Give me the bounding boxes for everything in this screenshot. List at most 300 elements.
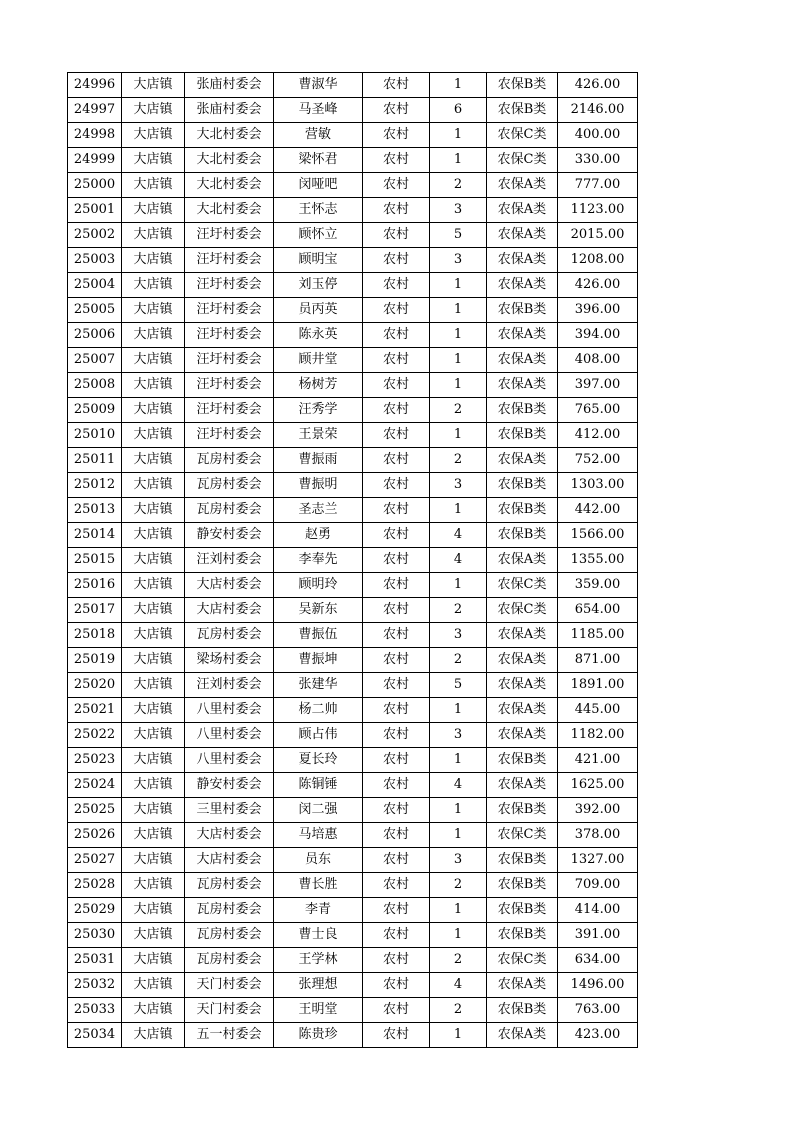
cell-person-name: 闵哑吧 <box>274 173 363 198</box>
cell-household-type: 农村 <box>363 598 430 623</box>
cell-town: 大店镇 <box>122 1023 185 1048</box>
cell-household-type: 农村 <box>363 873 430 898</box>
table-row <box>68 198 638 223</box>
cell-record-id: 25024 <box>68 773 122 798</box>
cell-insurance-category: 农保B类 <box>487 898 558 923</box>
table-row <box>68 223 638 248</box>
cell-person-count: 2 <box>430 998 487 1023</box>
cell-insurance-category: 农保A类 <box>487 698 558 723</box>
cell-insurance-category: 农保A类 <box>487 248 558 273</box>
cell-town: 大店镇 <box>122 223 185 248</box>
table-row <box>68 298 638 323</box>
cell-insurance-category: 农保A类 <box>487 373 558 398</box>
cell-record-id: 25008 <box>68 373 122 398</box>
cell-amount: 1185.00 <box>558 623 638 648</box>
cell-amount: 2146.00 <box>558 98 638 123</box>
table-row <box>68 423 638 448</box>
cell-record-id: 25034 <box>68 1023 122 1048</box>
cell-person-name: 汪秀学 <box>274 398 363 423</box>
table-row <box>68 323 638 348</box>
cell-town: 大店镇 <box>122 548 185 573</box>
cell-person-name: 曹振坤 <box>274 648 363 673</box>
table-row <box>68 823 638 848</box>
cell-person-name: 闵二强 <box>274 798 363 823</box>
cell-town: 大店镇 <box>122 823 185 848</box>
cell-town: 大店镇 <box>122 98 185 123</box>
cell-village-committee: 大店村委会 <box>185 848 274 873</box>
cell-amount: 1327.00 <box>558 848 638 873</box>
cell-amount: 421.00 <box>558 748 638 773</box>
cell-amount: 1303.00 <box>558 473 638 498</box>
table-row <box>68 773 638 798</box>
cell-record-id: 25032 <box>68 973 122 998</box>
cell-insurance-category: 农保B类 <box>487 498 558 523</box>
cell-insurance-category: 农保A类 <box>487 173 558 198</box>
cell-insurance-category: 农保A类 <box>487 548 558 573</box>
cell-amount: 1355.00 <box>558 548 638 573</box>
cell-person-count: 3 <box>430 473 487 498</box>
cell-person-name: 曹振伍 <box>274 623 363 648</box>
cell-person-count: 3 <box>430 723 487 748</box>
cell-amount: 414.00 <box>558 898 638 923</box>
cell-person-count: 1 <box>430 273 487 298</box>
cell-town: 大店镇 <box>122 248 185 273</box>
table-row <box>68 648 638 673</box>
cell-insurance-category: 农保B类 <box>487 873 558 898</box>
cell-amount: 1123.00 <box>558 198 638 223</box>
cell-person-name: 员丙英 <box>274 298 363 323</box>
cell-household-type: 农村 <box>363 173 430 198</box>
cell-record-id: 25007 <box>68 348 122 373</box>
cell-record-id: 24997 <box>68 98 122 123</box>
cell-town: 大店镇 <box>122 923 185 948</box>
cell-household-type: 农村 <box>363 73 430 98</box>
cell-person-count: 1 <box>430 123 487 148</box>
cell-household-type: 农村 <box>363 648 430 673</box>
cell-person-count: 3 <box>430 248 487 273</box>
cell-record-id: 24996 <box>68 73 122 98</box>
cell-amount: 392.00 <box>558 798 638 823</box>
table-row <box>68 973 638 998</box>
cell-insurance-category: 农保A类 <box>487 323 558 348</box>
cell-town: 大店镇 <box>122 773 185 798</box>
cell-person-count: 1 <box>430 798 487 823</box>
cell-person-count: 1 <box>430 298 487 323</box>
cell-record-id: 25003 <box>68 248 122 273</box>
cell-person-name: 陈贵珍 <box>274 1023 363 1048</box>
cell-village-committee: 汪刘村委会 <box>185 673 274 698</box>
cell-village-committee: 汪圩村委会 <box>185 373 274 398</box>
cell-person-count: 2 <box>430 873 487 898</box>
cell-household-type: 农村 <box>363 748 430 773</box>
cell-insurance-category: 农保C类 <box>487 598 558 623</box>
cell-household-type: 农村 <box>363 698 430 723</box>
cell-town: 大店镇 <box>122 898 185 923</box>
cell-household-type: 农村 <box>363 323 430 348</box>
cell-record-id: 25018 <box>68 623 122 648</box>
cell-person-count: 1 <box>430 498 487 523</box>
table-row <box>68 498 638 523</box>
cell-person-count: 1 <box>430 148 487 173</box>
cell-town: 大店镇 <box>122 398 185 423</box>
cell-town: 大店镇 <box>122 948 185 973</box>
cell-insurance-category: 农保B类 <box>487 998 558 1023</box>
cell-insurance-category: 农保A类 <box>487 1023 558 1048</box>
cell-person-count: 1 <box>430 348 487 373</box>
cell-village-committee: 汪圩村委会 <box>185 248 274 273</box>
cell-amount: 1182.00 <box>558 723 638 748</box>
cell-person-count: 2 <box>430 948 487 973</box>
cell-record-id: 25014 <box>68 523 122 548</box>
cell-town: 大店镇 <box>122 698 185 723</box>
cell-insurance-category: 农保B类 <box>487 73 558 98</box>
table-row <box>68 948 638 973</box>
cell-amount: 763.00 <box>558 998 638 1023</box>
cell-amount: 634.00 <box>558 948 638 973</box>
cell-person-name: 王学林 <box>274 948 363 973</box>
cell-village-committee: 大北村委会 <box>185 173 274 198</box>
cell-record-id: 25001 <box>68 198 122 223</box>
cell-person-count: 5 <box>430 223 487 248</box>
cell-town: 大店镇 <box>122 998 185 1023</box>
cell-insurance-category: 农保A类 <box>487 973 558 998</box>
cell-person-name: 王景荣 <box>274 423 363 448</box>
cell-amount: 445.00 <box>558 698 638 723</box>
cell-record-id: 24999 <box>68 148 122 173</box>
cell-record-id: 25028 <box>68 873 122 898</box>
table-row <box>68 623 638 648</box>
cell-insurance-category: 农保B类 <box>487 798 558 823</box>
cell-person-count: 1 <box>430 423 487 448</box>
cell-household-type: 农村 <box>363 548 430 573</box>
cell-town: 大店镇 <box>122 348 185 373</box>
cell-village-committee: 大店村委会 <box>185 823 274 848</box>
cell-household-type: 农村 <box>363 923 430 948</box>
cell-insurance-category: 农保C类 <box>487 148 558 173</box>
cell-village-committee: 静安村委会 <box>185 523 274 548</box>
cell-insurance-category: 农保A类 <box>487 673 558 698</box>
cell-town: 大店镇 <box>122 423 185 448</box>
cell-person-name: 曹长胜 <box>274 873 363 898</box>
cell-town: 大店镇 <box>122 848 185 873</box>
cell-person-name: 顾怀立 <box>274 223 363 248</box>
cell-amount: 400.00 <box>558 123 638 148</box>
cell-insurance-category: 农保A类 <box>487 198 558 223</box>
cell-town: 大店镇 <box>122 173 185 198</box>
table-row <box>68 698 638 723</box>
cell-village-committee: 静安村委会 <box>185 773 274 798</box>
cell-town: 大店镇 <box>122 748 185 773</box>
cell-person-count: 1 <box>430 73 487 98</box>
cell-insurance-category: 农保B类 <box>487 748 558 773</box>
cell-amount: 408.00 <box>558 348 638 373</box>
cell-village-committee: 汪圩村委会 <box>185 423 274 448</box>
cell-household-type: 农村 <box>363 373 430 398</box>
cell-person-name: 员东 <box>274 848 363 873</box>
cell-village-committee: 大店村委会 <box>185 598 274 623</box>
cell-amount: 391.00 <box>558 923 638 948</box>
cell-person-count: 2 <box>430 448 487 473</box>
table-row <box>68 873 638 898</box>
cell-village-committee: 汪圩村委会 <box>185 348 274 373</box>
cell-person-name: 曹士良 <box>274 923 363 948</box>
cell-person-name: 顾明宝 <box>274 248 363 273</box>
cell-amount: 1566.00 <box>558 523 638 548</box>
cell-village-committee: 汪圩村委会 <box>185 323 274 348</box>
cell-town: 大店镇 <box>122 648 185 673</box>
cell-town: 大店镇 <box>122 498 185 523</box>
cell-town: 大店镇 <box>122 973 185 998</box>
cell-amount: 654.00 <box>558 598 638 623</box>
table-row <box>68 748 638 773</box>
cell-village-committee: 天门村委会 <box>185 973 274 998</box>
cell-insurance-category: 农保C类 <box>487 123 558 148</box>
cell-record-id: 25016 <box>68 573 122 598</box>
cell-town: 大店镇 <box>122 598 185 623</box>
cell-insurance-category: 农保A类 <box>487 648 558 673</box>
cell-household-type: 农村 <box>363 773 430 798</box>
cell-record-id: 24998 <box>68 123 122 148</box>
cell-town: 大店镇 <box>122 723 185 748</box>
cell-household-type: 农村 <box>363 798 430 823</box>
cell-household-type: 农村 <box>363 248 430 273</box>
table-row <box>68 923 638 948</box>
cell-record-id: 25020 <box>68 673 122 698</box>
table-row <box>68 523 638 548</box>
cell-person-count: 5 <box>430 673 487 698</box>
cell-household-type: 农村 <box>363 123 430 148</box>
cell-village-committee: 瓦房村委会 <box>185 473 274 498</box>
cell-person-name: 夏长玲 <box>274 748 363 773</box>
cell-village-committee: 三里村委会 <box>185 798 274 823</box>
table-row <box>68 723 638 748</box>
cell-insurance-category: 农保A类 <box>487 723 558 748</box>
cell-amount: 378.00 <box>558 823 638 848</box>
cell-person-count: 6 <box>430 98 487 123</box>
cell-person-name: 李青 <box>274 898 363 923</box>
cell-village-committee: 瓦房村委会 <box>185 873 274 898</box>
cell-insurance-category: 农保A类 <box>487 348 558 373</box>
cell-town: 大店镇 <box>122 73 185 98</box>
cell-amount: 765.00 <box>558 398 638 423</box>
cell-insurance-category: 农保B类 <box>487 923 558 948</box>
table-row <box>68 173 638 198</box>
cell-record-id: 25022 <box>68 723 122 748</box>
cell-household-type: 农村 <box>363 723 430 748</box>
cell-household-type: 农村 <box>363 423 430 448</box>
cell-person-name: 李奉先 <box>274 548 363 573</box>
benefit-table <box>67 72 638 1048</box>
cell-insurance-category: 农保C类 <box>487 823 558 848</box>
cell-insurance-category: 农保B类 <box>487 423 558 448</box>
cell-record-id: 25011 <box>68 448 122 473</box>
cell-record-id: 25015 <box>68 548 122 573</box>
cell-insurance-category: 农保C类 <box>487 573 558 598</box>
cell-household-type: 农村 <box>363 148 430 173</box>
cell-town: 大店镇 <box>122 198 185 223</box>
cell-person-name: 陈永英 <box>274 323 363 348</box>
cell-record-id: 25030 <box>68 923 122 948</box>
cell-person-name: 王明堂 <box>274 998 363 1023</box>
table-row <box>68 898 638 923</box>
table-row <box>68 798 638 823</box>
cell-insurance-category: 农保A类 <box>487 448 558 473</box>
cell-record-id: 25002 <box>68 223 122 248</box>
cell-insurance-category: 农保B类 <box>487 523 558 548</box>
cell-person-count: 2 <box>430 648 487 673</box>
cell-person-count: 4 <box>430 548 487 573</box>
cell-village-committee: 大北村委会 <box>185 123 274 148</box>
cell-amount: 396.00 <box>558 298 638 323</box>
cell-amount: 1625.00 <box>558 773 638 798</box>
cell-household-type: 农村 <box>363 948 430 973</box>
cell-insurance-category: 农保A类 <box>487 623 558 648</box>
cell-household-type: 农村 <box>363 398 430 423</box>
cell-person-count: 2 <box>430 398 487 423</box>
cell-household-type: 农村 <box>363 823 430 848</box>
cell-person-count: 1 <box>430 573 487 598</box>
cell-person-count: 3 <box>430 198 487 223</box>
cell-person-count: 1 <box>430 1023 487 1048</box>
cell-insurance-category: 农保A类 <box>487 773 558 798</box>
table-row <box>68 573 638 598</box>
cell-village-committee: 瓦房村委会 <box>185 948 274 973</box>
cell-town: 大店镇 <box>122 448 185 473</box>
cell-amount: 412.00 <box>558 423 638 448</box>
cell-household-type: 农村 <box>363 98 430 123</box>
cell-household-type: 农村 <box>363 448 430 473</box>
cell-record-id: 25013 <box>68 498 122 523</box>
cell-insurance-category: 农保A类 <box>487 273 558 298</box>
cell-household-type: 农村 <box>363 523 430 548</box>
cell-village-committee: 八里村委会 <box>185 698 274 723</box>
cell-village-committee: 汪圩村委会 <box>185 273 274 298</box>
cell-town: 大店镇 <box>122 573 185 598</box>
cell-record-id: 25023 <box>68 748 122 773</box>
cell-village-committee: 八里村委会 <box>185 723 274 748</box>
cell-person-name: 马圣峰 <box>274 98 363 123</box>
table-row <box>68 273 638 298</box>
cell-town: 大店镇 <box>122 473 185 498</box>
cell-person-count: 1 <box>430 823 487 848</box>
cell-amount: 709.00 <box>558 873 638 898</box>
cell-village-committee: 汪圩村委会 <box>185 298 274 323</box>
cell-amount: 426.00 <box>558 273 638 298</box>
table-row <box>68 148 638 173</box>
cell-person-name: 王怀志 <box>274 198 363 223</box>
cell-household-type: 农村 <box>363 198 430 223</box>
cell-person-count: 1 <box>430 323 487 348</box>
table-row <box>68 123 638 148</box>
cell-household-type: 农村 <box>363 898 430 923</box>
cell-person-name: 营敏 <box>274 123 363 148</box>
cell-household-type: 农村 <box>363 273 430 298</box>
cell-town: 大店镇 <box>122 298 185 323</box>
cell-insurance-category: 农保B类 <box>487 398 558 423</box>
cell-town: 大店镇 <box>122 273 185 298</box>
table-row <box>68 248 638 273</box>
cell-village-committee: 梁场村委会 <box>185 648 274 673</box>
benefit-table-sheet <box>67 72 638 1048</box>
cell-person-count: 1 <box>430 748 487 773</box>
cell-person-name: 顾井堂 <box>274 348 363 373</box>
cell-person-count: 1 <box>430 698 487 723</box>
cell-person-name: 梁怀君 <box>274 148 363 173</box>
table-row <box>68 848 638 873</box>
cell-person-count: 2 <box>430 598 487 623</box>
cell-person-name: 顾占伟 <box>274 723 363 748</box>
cell-insurance-category: 农保C类 <box>487 948 558 973</box>
cell-household-type: 农村 <box>363 348 430 373</box>
cell-village-committee: 瓦房村委会 <box>185 498 274 523</box>
cell-amount: 1496.00 <box>558 973 638 998</box>
cell-person-name: 圣志兰 <box>274 498 363 523</box>
cell-person-count: 4 <box>430 523 487 548</box>
cell-household-type: 农村 <box>363 848 430 873</box>
cell-household-type: 农村 <box>363 573 430 598</box>
table-row <box>68 373 638 398</box>
cell-household-type: 农村 <box>363 973 430 998</box>
cell-person-name: 马培惠 <box>274 823 363 848</box>
cell-person-name: 吴新东 <box>274 598 363 623</box>
cell-record-id: 25005 <box>68 298 122 323</box>
cell-record-id: 25000 <box>68 173 122 198</box>
cell-household-type: 农村 <box>363 498 430 523</box>
cell-person-name: 曹淑华 <box>274 73 363 98</box>
cell-record-id: 25031 <box>68 948 122 973</box>
cell-person-name: 曹振雨 <box>274 448 363 473</box>
cell-village-committee: 张庙村委会 <box>185 73 274 98</box>
cell-record-id: 25017 <box>68 598 122 623</box>
cell-amount: 426.00 <box>558 73 638 98</box>
cell-town: 大店镇 <box>122 373 185 398</box>
cell-household-type: 农村 <box>363 223 430 248</box>
cell-record-id: 25006 <box>68 323 122 348</box>
cell-amount: 442.00 <box>558 498 638 523</box>
table-row <box>68 473 638 498</box>
cell-village-committee: 瓦房村委会 <box>185 448 274 473</box>
cell-person-count: 1 <box>430 373 487 398</box>
cell-household-type: 农村 <box>363 298 430 323</box>
cell-person-name: 张理想 <box>274 973 363 998</box>
cell-insurance-category: 农保B类 <box>487 98 558 123</box>
cell-village-committee: 八里村委会 <box>185 748 274 773</box>
cell-person-name: 刘玉停 <box>274 273 363 298</box>
table-row <box>68 998 638 1023</box>
cell-person-name: 顾明玲 <box>274 573 363 598</box>
cell-insurance-category: 农保B类 <box>487 473 558 498</box>
cell-village-committee: 大北村委会 <box>185 198 274 223</box>
cell-insurance-category: 农保B类 <box>487 298 558 323</box>
cell-insurance-category: 农保A类 <box>487 223 558 248</box>
table-row <box>68 98 638 123</box>
cell-amount: 1891.00 <box>558 673 638 698</box>
cell-household-type: 农村 <box>363 998 430 1023</box>
cell-person-name: 赵勇 <box>274 523 363 548</box>
table-row <box>68 598 638 623</box>
cell-amount: 1208.00 <box>558 248 638 273</box>
cell-person-name: 杨树芳 <box>274 373 363 398</box>
cell-household-type: 农村 <box>363 623 430 648</box>
cell-village-committee: 天门村委会 <box>185 998 274 1023</box>
cell-town: 大店镇 <box>122 798 185 823</box>
table-row <box>68 673 638 698</box>
table-row <box>68 73 638 98</box>
table-row <box>68 548 638 573</box>
cell-town: 大店镇 <box>122 623 185 648</box>
cell-town: 大店镇 <box>122 323 185 348</box>
cell-village-committee: 汪刘村委会 <box>185 548 274 573</box>
